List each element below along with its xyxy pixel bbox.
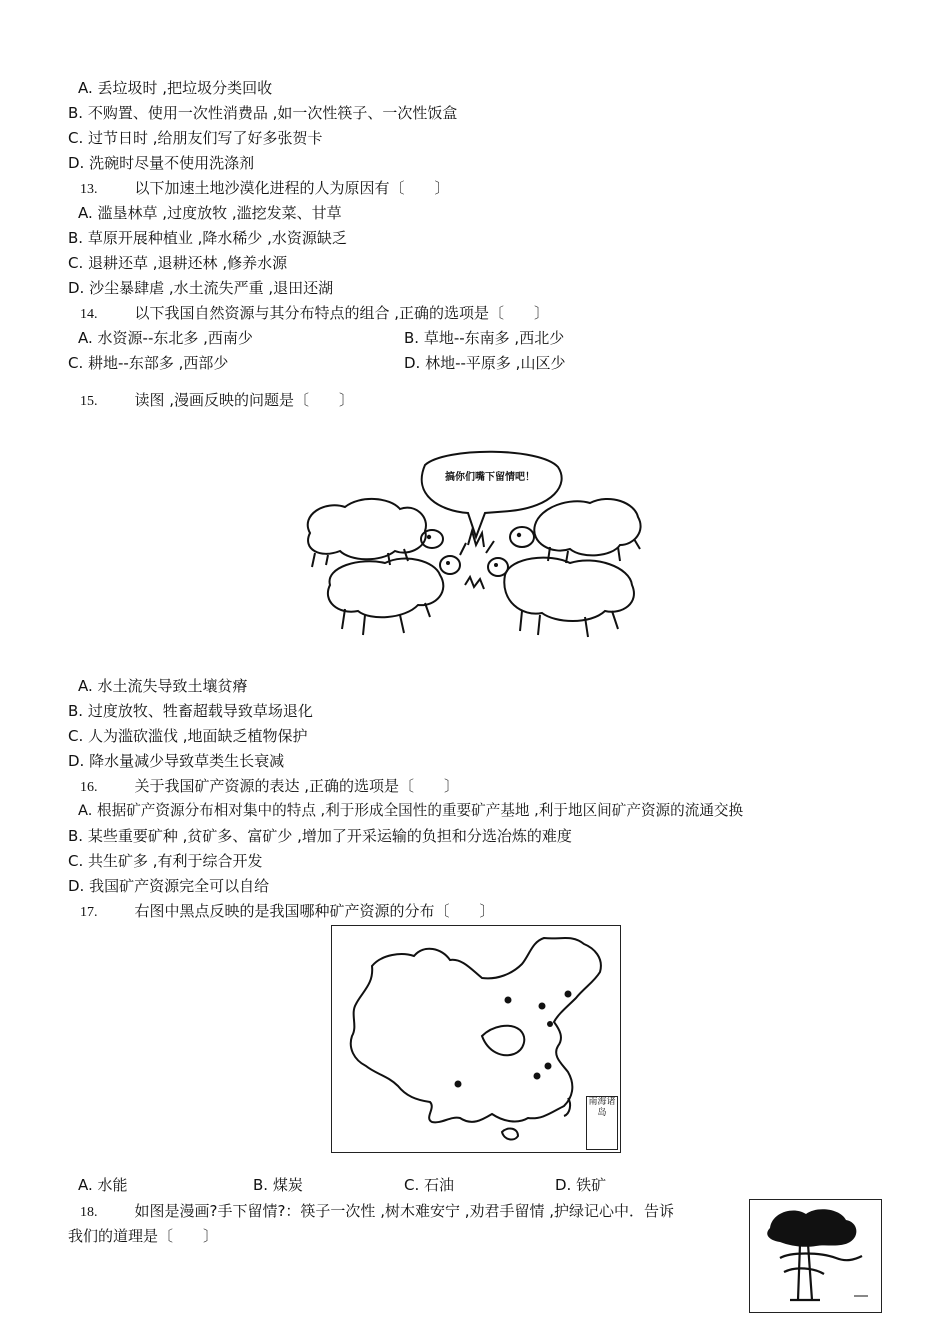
q12-option-d: D. 洗碗时尽量不使用洗涤剂 [68,154,255,172]
q16-number: 16. [80,780,98,795]
q17-text: 右图中黑点反映的是我国哪种矿产资源的分布〔 〕 [134,902,495,920]
chopsticks-tree-cartoon [749,1199,882,1313]
q14-text: 以下我国自然资源与其分布特点的组合 ,正确的选项是〔 〕 [134,304,550,322]
q17-option-a: A. 水能 [78,1176,128,1194]
q16-stem [80,776,459,798]
q17-stem [80,901,495,923]
q16-option-b: B. 某些重要矿种 ,贫矿多、富矿少 ,增加了开采运输的负担和分选冶炼的难度 [68,827,572,845]
q17-option-d: D. 铁矿 [555,1176,607,1194]
q15-number: 15. [80,394,98,409]
q15-stem [80,390,354,412]
sheep-cartoon-figure [300,445,645,653]
mineral-deposit-dots [455,991,572,1088]
south-china-sea-inset-label: 南海诸岛 [586,1096,618,1150]
cartoon-speech-bubble-text: 搞你们嘴下留情吧！ [445,472,535,483]
q15-option-d: D. 降水量减少导致草类生长衰减 [68,752,285,770]
q17-option-b: B. 煤炭 [253,1176,303,1194]
q14-stem [80,303,549,325]
q14-number: 14. [80,307,98,322]
q13-option-a: A. 滥垦林草 ,过度放牧 ,滥挖发菜、甘草 [78,204,342,222]
q13-text: 以下加速土地沙漠化进程的人为原因有〔 〕 [134,179,450,197]
china-map-figure [331,925,621,1153]
q12-option-a: A. 丢垃圾时 ,把垃圾分类回收 [78,79,273,97]
q15-text: 读图 ,漫画反映的问题是〔 〕 [134,391,355,409]
q15-option-a: A. 水土流失导致土壤贫瘠 [78,677,248,695]
china-map-outline [332,926,619,1151]
q12-option-b: B. 不购置、使用一次性消费品 ,如一次性筷子、一次性饭盒 [68,104,458,122]
q16-option-c: C. 共生矿多 ,有利于综合开发 [68,852,263,870]
q14-option-b: B. 草地--东南多 ,西北少 [404,329,565,347]
q18-stem [80,1201,674,1223]
q18-text: 如图是漫画?手下留情?：筷子一次性 ,树木难安宁 ,劝君手留情 ,护绿记心中．告诉 [134,1202,675,1220]
q16-text: 关于我国矿产资源的表达 ,正确的选项是〔 〕 [134,777,460,795]
q14-option-d: D. 林地--平原多 ,山区少 [404,354,566,372]
chopsticks-tree-drawing [750,1200,880,1311]
q14-option-a: A. 水资源--东北多 ,西南少 [78,329,253,347]
q18-number: 18. [80,1205,98,1220]
q15-option-b: B. 过度放牧、牲畜超载导致草场退化 [68,702,313,720]
q12-option-c: C. 过节日时 ,给朋友们写了好多张贺卡 [68,129,323,147]
q14-option-c: C. 耕地--东部多 ,西部少 [68,354,229,372]
q17-number: 17. [80,905,98,920]
q16-option-d: D. 我国矿产资源完全可以自给 [68,877,270,895]
q17-option-c: C. 石油 [404,1176,455,1194]
q13-number: 13. [80,182,98,197]
q13-option-c: C. 退耕还草 ,退耕还林 ,修养水源 [68,254,288,272]
q13-option-d: D. 沙尘暴肆虐 ,水土流失严重 ,退田还湖 [68,279,334,297]
q18-text-continued: 我们的道理是〔 〕 [68,1227,219,1245]
q13-stem [80,178,450,200]
q13-option-b: B. 草原开展种植业 ,降水稀少 ,水资源缺乏 [68,229,347,247]
q16-option-a: A. 根据矿产资源分布相对集中的特点 ,利于形成全国性的重要矿产基地 ,利于地区间矿产资源的流通交换 [78,802,744,819]
q15-option-c: C. 人为滥砍滥伐 ,地面缺乏植物保护 [68,727,308,745]
